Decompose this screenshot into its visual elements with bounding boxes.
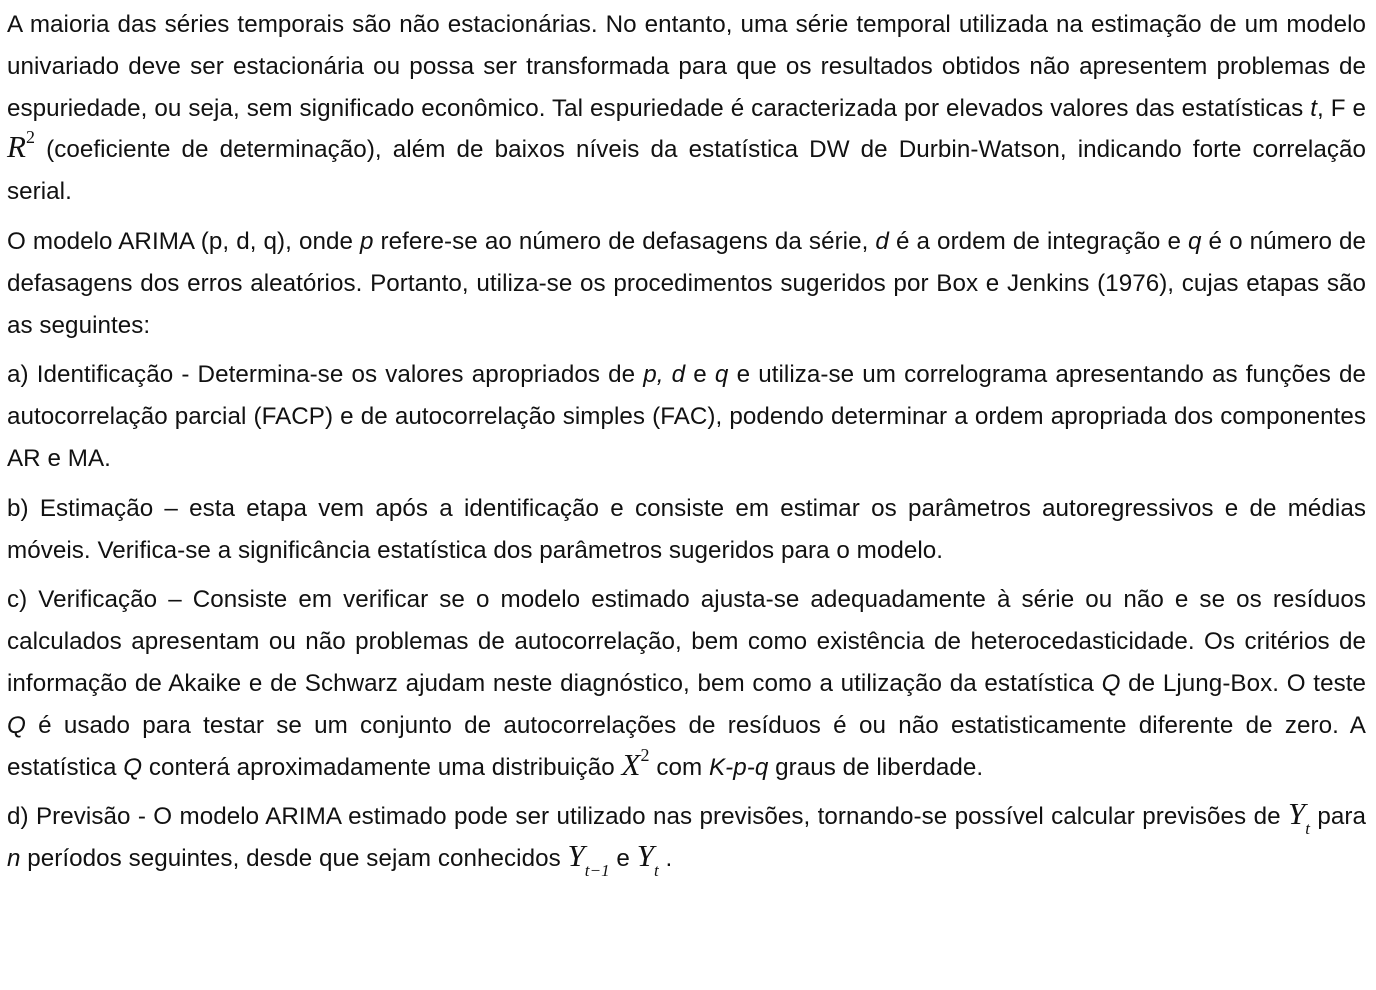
- text-run: O modelo ARIMA (p, d, q), onde: [7, 227, 360, 255]
- symbol-q: q: [714, 361, 729, 389]
- symbol-q-statistic: Q: [1101, 669, 1121, 697]
- text-run: e: [609, 845, 637, 873]
- formula-base: X: [621, 746, 641, 782]
- paragraph-verification: [7, 579, 1366, 788]
- formula-y-t: [636, 838, 659, 881]
- text-run: com: [649, 753, 709, 781]
- text-run: é a ordem de integração e: [888, 227, 1188, 255]
- text-run: para: [1310, 803, 1366, 831]
- symbol-q-statistic: Q: [123, 753, 143, 781]
- text-run: b) Estimação – esta etapa vem após a identificação e consiste em estimar os parâmetros autoregressivos e de médias móveis. Verifica-se a significância estatística dos parâmetros sugeridos para o modelo.: [7, 494, 1366, 564]
- formula-subscript: t−1: [584, 861, 610, 881]
- symbol-p: p: [360, 227, 374, 255]
- text-run: (coeficiente de determinação), além de baixos níveis da estatística DW de Durbin-Watson, indicando forte correlação serial.: [7, 136, 1366, 206]
- paragraph-estimation: [7, 488, 1366, 572]
- symbol-p-d: p, d: [643, 361, 686, 389]
- text-run: conterá aproximadamente uma distribuição: [142, 753, 622, 781]
- text-run: c) Verificação – Consiste em verificar se o modelo estimado ajusta-se adequadamente à série ou não e se os resíduos calculados apresentam ou não problemas de autocorrelação, bem como existência de heterocedasticidade. Os critérios de informação de Akaike e de Schwarz ajudam neste diagnóstico, bem como a utilização da estatística: [7, 586, 1366, 697]
- text-run: e: [685, 361, 715, 389]
- paragraph-forecast: [7, 796, 1366, 880]
- formula-base: Y: [567, 838, 585, 874]
- symbol-q-statistic: Q: [7, 711, 26, 739]
- text-run: e utiliza-se um correlograma apresentando as funções de autocorrelação parcial (FACP) e de autocorrelação simples (FAC), podendo determinar a ordem apropriada dos componentes AR e MA.: [7, 361, 1366, 472]
- formula-chi-squared: [621, 744, 650, 782]
- symbol-d: d: [875, 227, 889, 255]
- symbol-q: q: [1188, 227, 1202, 255]
- paragraph-stationarity: [7, 4, 1366, 213]
- formula-y-t: [1287, 796, 1311, 839]
- formula-subscript: t: [654, 861, 659, 881]
- formula-base: Y: [1287, 796, 1306, 832]
- text-run: graus de liberdade.: [768, 753, 984, 781]
- symbol-t: t: [1310, 94, 1317, 122]
- formula-y-t-minus-1: [567, 838, 610, 881]
- text-run: de Ljung-Box. O teste: [1120, 669, 1366, 697]
- text-run: .: [658, 845, 673, 873]
- symbol-n: n: [7, 845, 21, 873]
- text-run: d) Previsão - O modelo ARIMA estimado pode ser utilizado nas previsões, tornando-se possível calcular previsões de: [7, 803, 1288, 831]
- text-run: a) Identificação - Determina-se os valores apropriados de: [7, 361, 644, 389]
- formula-base: Y: [636, 838, 654, 874]
- formula-r-squared: [7, 129, 35, 164]
- text-run: é usado para testar se um conjunto de autocorrelações de resíduos é ou não estatisticamente diferente de zero. A estatística: [7, 711, 1366, 781]
- text-run: períodos seguintes, desde que sejam conhecidos: [20, 845, 568, 873]
- text-run: é o número de defasagens dos erros aleatórios. Portanto, utiliza-se os procedimentos sugeridos por Box e Jenkins (1976), cujas etapas são as seguintes:: [7, 227, 1366, 339]
- paragraph-identification: [7, 354, 1366, 479]
- symbol-k-p-q: K-p-q: [708, 753, 769, 781]
- paragraph-arima-model: [7, 221, 1366, 346]
- formula-exponent: 2: [640, 744, 650, 765]
- formula-exponent: 2: [26, 127, 36, 148]
- formula-subscript: t: [1305, 819, 1311, 839]
- text-run: A maioria das séries temporais são não estacionárias. No entanto, uma série temporal utilizada na estimação de um modelo univariado deve ser estacionária ou possa ser transformada para que os resultados obtidos não apresentem problemas de espuriedade, ou seja, sem significado econômico. Tal espuriedade é caracterizada por elevados valores das estatísticas: [7, 11, 1366, 122]
- text-run: , F e: [1316, 94, 1366, 122]
- text-run: refere-se ao número de defasagens da série,: [373, 227, 876, 255]
- formula-base: R: [7, 129, 26, 165]
